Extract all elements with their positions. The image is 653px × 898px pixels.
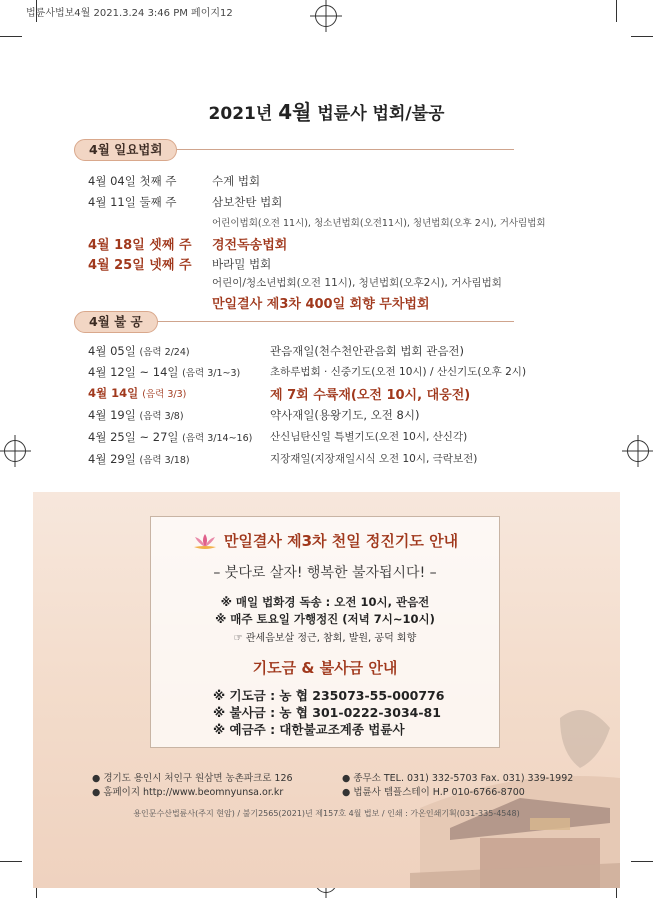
schedule-date: 4월 11일 둘째 주 — [88, 195, 177, 209]
title-suffix: 법륜사 법회/불공 — [311, 104, 445, 124]
footer-homepage[interactable]: ● 홈페이지 http://www.beomnyunsa.or.kr — [92, 787, 284, 798]
registration-mark-icon — [4, 440, 26, 462]
offering-event: 지장재일(지장재일시식 오전 10시, 극락보전) — [270, 453, 478, 465]
offering-date: 4월 14일 (음력 3/3) — [88, 386, 187, 400]
account-line: ※ 기도금 : 농 협 235073-55-000776 — [213, 688, 445, 703]
crop-mark — [631, 36, 653, 37]
footer-office: ● 종무소 TEL. 031) 332-5703 Fax. 031) 339-1992 — [342, 773, 574, 784]
crop-mark — [616, 0, 617, 22]
schedule-event: 수계 법회 — [212, 174, 261, 188]
bullet-icon: ● — [342, 787, 354, 798]
page-title — [0, 96, 653, 125]
notice-subline: ☞ 관세음보살 정근, 참회, 발원, 공덕 회향 — [233, 633, 417, 644]
notice-title: 만일결사 제3차 천일 정진기도 안내 — [151, 530, 499, 553]
schedule-date: 4월 18일 셋째 주 — [88, 238, 192, 253]
offering-event: 산신님탄신일 특별기도(오전 10시, 산신각) — [270, 431, 468, 443]
schedule-detail: 어린이법회(오전 11시), 청소년법회(오전11시), 청년법회(오후 2시), 거사림법회 — [212, 218, 546, 229]
notice-line: ※ 매일 법화경 독송 : 오전 10시, 관음전 — [220, 595, 430, 609]
footer-address: ● 경기도 용인시 처인구 원삼면 농촌파크로 126 — [92, 773, 293, 784]
notice-slogan: – 붓다로 살자! 행복한 불자됩시다! – — [213, 565, 437, 581]
schedule-detail: 어린이/청소년법회(오전 11시), 청년법회(오후2시), 거사림법회 — [212, 277, 502, 289]
registration-mark-icon — [315, 5, 337, 27]
offering-event: 관음재일(천수천안관음회 법회 관음전) — [270, 344, 465, 358]
footer-templestay: ● 법륜사 템플스테이 H.P 010-6766-8700 — [342, 787, 525, 798]
crop-mark — [631, 861, 653, 862]
donation-title: 기도금 & 불사금 안내 — [252, 659, 398, 677]
section-label-offering: 4월 불 공 — [74, 311, 158, 333]
offering-date: 4월 25일 ~ 27일 (음력 3/14~16) — [88, 430, 253, 444]
registration-mark-icon — [627, 440, 649, 462]
account-line: ※ 예금주 : 대한불교조계종 법륜사 — [213, 722, 405, 737]
offering-event: 제 7회 수륙재(오전 10시, 대웅전) — [270, 388, 471, 403]
notice-box — [150, 516, 500, 748]
offering-event: 초하루법회 · 신중기도(오전 10시) / 산신기도(오후 2시) — [270, 366, 527, 378]
section-label-sunday: 4월 일요법회 — [74, 139, 177, 161]
schedule-event: 경전독송법회 — [212, 238, 288, 253]
offering-date: 4월 12일 ~ 14일 (음력 3/1~3) — [88, 365, 241, 379]
title-month: 4월 — [278, 100, 312, 124]
crop-mark — [0, 36, 22, 37]
offering-event: 약사재일(용왕기도, 오전 8시) — [270, 408, 420, 422]
lotus-icon — [192, 533, 218, 553]
schedule-event: 바라밀 법회 — [212, 257, 272, 271]
schedule-date: 4월 25일 넷째 주 — [88, 258, 192, 273]
bullet-icon: ● — [92, 787, 104, 798]
account-line: ※ 불사금 : 농 협 301-0222-3034-81 — [213, 705, 441, 720]
crop-mark — [0, 861, 22, 862]
offering-date: 4월 05일 (음력 2/24) — [88, 344, 190, 358]
bullet-icon: ● — [92, 773, 104, 784]
bullet-icon: ● — [342, 773, 354, 784]
schedule-date: 4월 04일 첫째 주 — [88, 174, 177, 188]
title-prefix: 2021년 — [208, 104, 279, 124]
printer-info: 법륜사법보4월 2021.3.24 3:46 PM 페이지12 — [26, 8, 233, 19]
schedule-event: 삼보찬탄 법회 — [212, 195, 283, 209]
offering-date: 4월 29일 (음력 3/18) — [88, 452, 190, 466]
publication-note: 용인문수산법륜사(주지 현암) / 불기2565(2021)년 제157호 4월 법보 / 인쇄 : 가온인쇄기획(031-335-4548) — [133, 809, 520, 818]
notice-line: ※ 매주 토요일 가행정진 (저녁 7시~10시) — [215, 612, 435, 626]
special-event: 만일결사 제3차 400일 회향 무차법회 — [212, 297, 430, 312]
offering-date: 4월 19일 (음력 3/8) — [88, 408, 184, 422]
